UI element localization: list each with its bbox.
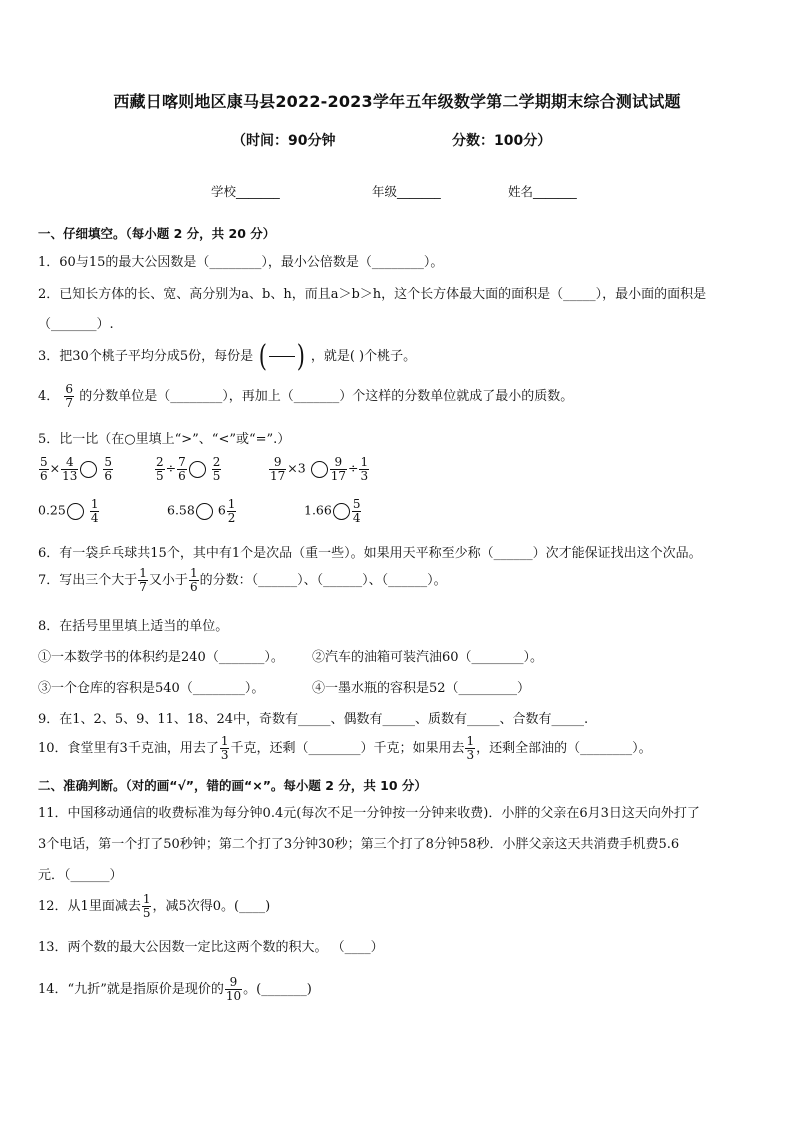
- fraction-denominator: 5: [212, 468, 221, 483]
- fraction-numerator: 5: [40, 455, 48, 469]
- question-13: 13．两个数的最大公因数一定比这两个数的积大。 （____）: [38, 940, 384, 955]
- question-4: [38, 382, 573, 412]
- fraction: [352, 498, 362, 524]
- compare-circle[interactable]: [80, 461, 97, 478]
- fraction: [225, 976, 242, 1002]
- question-8-item-4: ④一墨水瓶的容积是52（_________）: [312, 681, 531, 696]
- question-2-line1: 2．已知长方体的长、宽、高分别为a、b、h，而且a＞b＞h，这个长方体最大面的面积是（_____），最小面的面积是: [38, 287, 707, 302]
- fraction: [330, 456, 347, 482]
- fraction-denominator: 7: [65, 396, 74, 410]
- fraction-denominator: 4: [352, 510, 361, 525]
- fraction-numerator: 1: [220, 734, 229, 749]
- fraction-denominator: 2: [227, 510, 236, 525]
- section1-heading: 一、仔细填空。（每小题 2 分，共 20 分）: [38, 226, 276, 241]
- operator: ×: [49, 460, 61, 476]
- fraction-numerator: 5: [104, 455, 113, 469]
- fraction-denominator: 3: [360, 468, 369, 483]
- question-7: [38, 566, 447, 596]
- fraction-denominator: 3: [220, 748, 229, 762]
- question-8-item-2: ②汽车的油箱可装汽油60（________）。: [312, 650, 544, 665]
- question-4-text: 的分数单位是（________），再加上（_______）个这样的分数单位就成了最小的质数。: [79, 389, 574, 404]
- fraction: [227, 498, 237, 524]
- fraction: [189, 567, 199, 593]
- compare-circle[interactable]: [67, 503, 84, 520]
- fraction-numerator: 1: [139, 566, 147, 581]
- fraction-numerator: 2: [156, 455, 164, 469]
- compare-item-a: [38, 456, 114, 482]
- decimal-value: 0.25: [38, 502, 66, 518]
- question-6: 6．有一袋乒乓球共15个，其中有1个是次品（重一些）。如果用天平称至少称（______）次才能保证找出这个次品。: [38, 546, 702, 561]
- fraction-numerator: 1: [142, 892, 151, 907]
- fraction-numerator: 4: [61, 456, 78, 470]
- question-4-fraction: [64, 383, 74, 409]
- question-9: 9．在1、2、5、9、11、18、24中，奇数有_____、偶数有_____、质数有_____、合数有_____.: [38, 712, 589, 727]
- fraction-numerator: 1: [227, 497, 236, 511]
- question-14: [38, 970, 312, 1010]
- fraction: [220, 735, 230, 761]
- fraction: [155, 456, 165, 482]
- question-11-line1: 11．中国移动通信的收费标准为每分钟0.4元(每次不足一分钟按一分钟来收费)．小胖的父亲在6月3日这天向外打了: [38, 806, 700, 821]
- compare-item-e: [167, 498, 237, 524]
- question-11-line3: 元．（______）: [38, 868, 123, 883]
- name-field[interactable]: 姓名_______: [508, 184, 577, 199]
- fraction-numerator: 6: [65, 382, 74, 397]
- fraction: [103, 456, 113, 482]
- compare-item-d: [38, 498, 100, 524]
- fraction-numerator: 1: [189, 566, 198, 581]
- fraction-denominator: 7: [139, 580, 147, 594]
- question-8: 8．在括号里里填上适当的单位。: [38, 619, 229, 634]
- school-field[interactable]: 学校_______: [211, 184, 280, 199]
- fraction-denominator: 17: [330, 468, 346, 483]
- fraction-denominator: 6: [189, 580, 198, 594]
- operator: ÷: [165, 460, 177, 476]
- compare-item-b: [154, 456, 222, 482]
- fraction: [142, 893, 152, 919]
- fraction: [269, 456, 286, 482]
- fraction: [359, 456, 369, 482]
- fraction-numerator: 7: [178, 455, 186, 469]
- fraction-denominator: 6: [104, 468, 113, 483]
- question-10: [38, 732, 652, 766]
- compare-item-f: [304, 498, 362, 524]
- fraction-denominator: 6: [40, 468, 48, 483]
- fraction: [39, 456, 49, 482]
- question-3: [38, 340, 416, 374]
- decimal-value: 1.66: [304, 502, 332, 518]
- question-7-text-c: 的分数：（______）、（______）、（______）。: [199, 573, 447, 588]
- exam-score: 分数：100分）: [452, 133, 552, 149]
- question-12-text-b: ，减5次得0。(____): [152, 899, 271, 914]
- fraction-numerator: 9: [330, 456, 347, 470]
- fraction: [177, 456, 187, 482]
- question-8-item-1: ①一本数学书的体积约是240（_______）。: [38, 650, 284, 665]
- fraction-denominator: 5: [156, 468, 164, 483]
- operator: ×3: [287, 460, 306, 476]
- question-3-text-b: ，就是( )个桃子。: [310, 349, 417, 364]
- question-10-text-c: ，还剩全部油的（________）。: [476, 741, 652, 756]
- operator: ÷: [347, 460, 359, 476]
- question-4-prefix: 4．: [38, 389, 60, 404]
- fraction-numerator: 9: [225, 976, 242, 990]
- question-2-line2: （_______）.: [38, 317, 114, 332]
- compare-item-c: [268, 456, 370, 482]
- fraction-denominator: 3: [466, 748, 475, 762]
- fraction-numerator: 1: [90, 497, 99, 511]
- question-8-item-3: ③一个仓库的容积是540（________）。: [38, 681, 265, 696]
- question-14-text-b: 。(_______): [243, 982, 312, 997]
- fraction-denominator: 13: [62, 468, 78, 483]
- question-12-text-a: 12．从1里面减去: [38, 899, 141, 914]
- fraction: [61, 456, 78, 482]
- grade-field[interactable]: 年级_______: [372, 184, 441, 199]
- compare-circle[interactable]: [333, 503, 350, 520]
- question-5: 5．比一比（在○里填上“>”、“<”或“=”.）: [38, 432, 291, 447]
- fraction: [212, 456, 222, 482]
- mixed-whole: 6: [217, 502, 226, 518]
- compare-circle[interactable]: [189, 461, 206, 478]
- question-10-text-b: 千克，还剩（________）千克；如果用去: [230, 741, 465, 756]
- compare-circle[interactable]: [196, 503, 213, 520]
- question-10-text-a: 10．食堂里有3千克油，用去了: [38, 741, 219, 756]
- fraction: [465, 735, 475, 761]
- question-12: [38, 890, 270, 924]
- fraction: [90, 498, 100, 524]
- fraction-numerator: 2: [212, 455, 221, 469]
- section2-heading: 二、准确判断。（对的画“√”，错的画“×”。每小题 2 分，共 10 分）: [38, 778, 427, 793]
- fraction-numerator: 5: [352, 497, 361, 511]
- exam-time: （时间：90分钟: [232, 133, 336, 149]
- fraction-denominator: 4: [90, 510, 99, 525]
- question-3-text-a: 3．把30个桃子平均分成5份，每份是: [38, 349, 254, 364]
- decimal-value: 6.58: [167, 502, 195, 518]
- fraction-denominator: 6: [178, 468, 186, 483]
- question-7-text-b: 又小于: [148, 573, 188, 588]
- fraction: [138, 567, 148, 593]
- exam-title: 西藏日喀则地区康马县2022-2023学年五年级数学第二学期期末综合测试试题: [113, 92, 681, 111]
- fraction-denominator: 5: [142, 906, 151, 920]
- fraction-denominator: 10: [225, 989, 242, 1003]
- fraction-numerator: 9: [269, 456, 286, 470]
- question-14-text-a: 14．“九折”就是指原价是现价的: [38, 982, 224, 997]
- fraction-numerator: 1: [466, 734, 475, 749]
- fraction-denominator: 17: [270, 468, 286, 483]
- compare-circle[interactable]: [311, 461, 328, 478]
- question-11-line2: 3个电话，第一个打了50秒钟；第二个打了3分钟30秒；第三个打了8分钟58秒．小胖父亲这天共消费手机费5.6: [38, 837, 680, 852]
- question-3-blank[interactable]: ( ): [258, 338, 305, 374]
- question-7-text-a: 7．写出三个大于: [38, 573, 138, 588]
- fraction-numerator: 1: [360, 455, 369, 469]
- question-1: 1．60与15的最大公因数是（________），最小公倍数是（________）。: [38, 255, 444, 270]
